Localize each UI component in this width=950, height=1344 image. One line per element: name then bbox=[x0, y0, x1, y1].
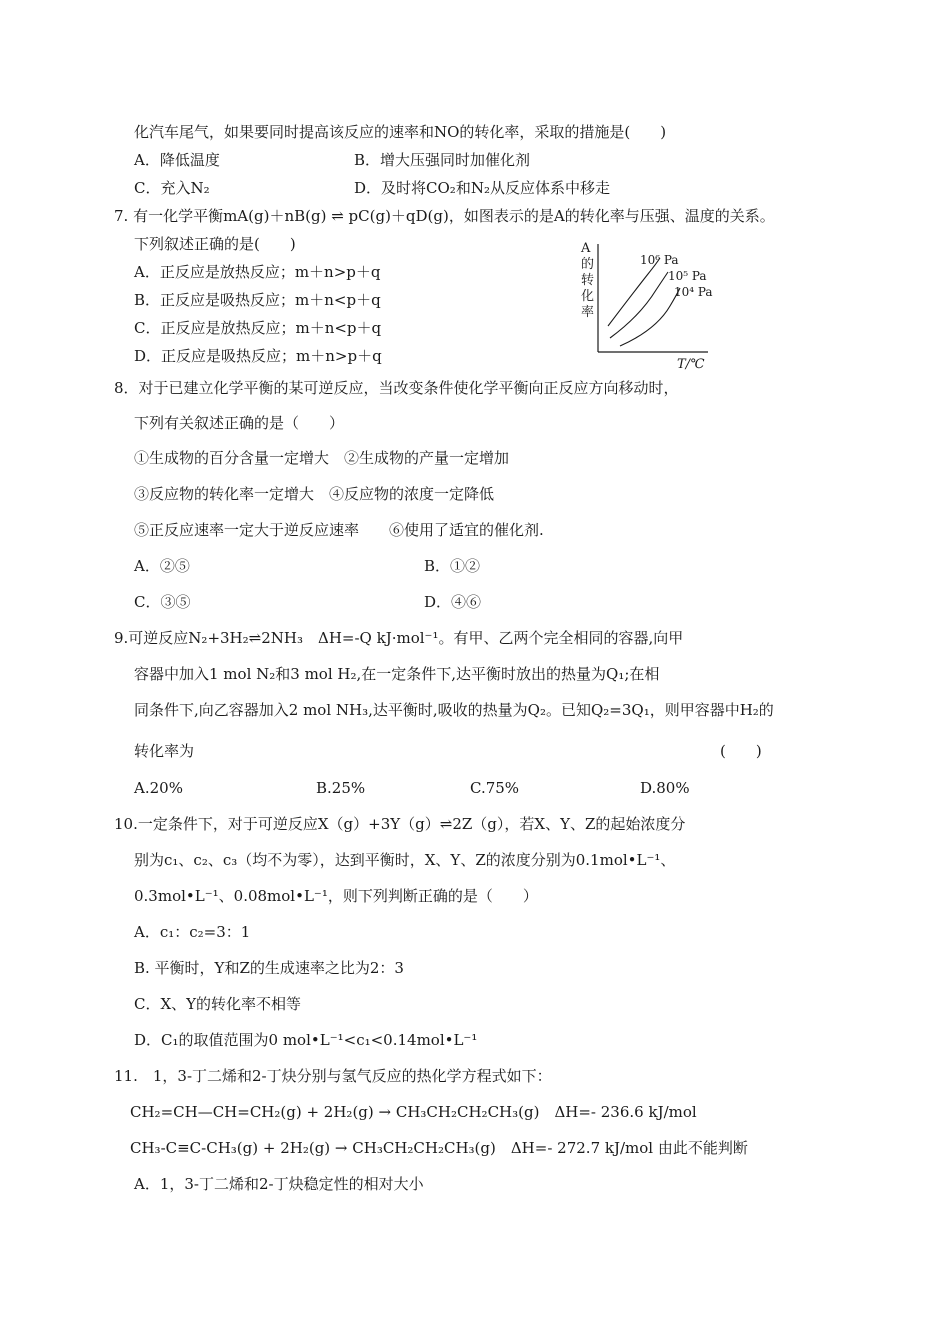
graph-y-label-char: 率 bbox=[581, 305, 595, 320]
q11-equation-2: CH₃-C≡C-CH₃(g) + 2H₂(g) → CH₃CH₂CH₂CH₃(g) ΔH=- 272.7 kJ/mol 由此不能判断 bbox=[130, 1139, 748, 1157]
q10-line-2: 别为c₁、c₂、c₃（均不为零），达到平衡时，X、Y、Z的浓度分别为0.1mol•L⁻¹、 bbox=[134, 851, 676, 869]
q9-option-a: A.20% bbox=[134, 779, 183, 797]
q10-line-1: 10.一定条件下，对于可逆反应X（g）+3Y（g）⇌2Z（g），若X、Y、Z的起始浓度分 bbox=[114, 815, 686, 833]
q8-option-d: D．④⑥ bbox=[424, 593, 482, 611]
q6-option-b: B．增大压强同时加催化剂 bbox=[354, 151, 531, 169]
q8-statement-1: ①生成物的百分含量一定增大 ②生成物的产量一定增加 bbox=[134, 449, 510, 467]
q7-option-c: C．正反应是放热反应；m＋n<p＋q bbox=[134, 319, 382, 337]
q6-option-d: D．及时将CO₂和N₂从反应体系中移走 bbox=[354, 179, 610, 197]
q11-equation-1: CH₂=CH—CH=CH₂(g) + 2H₂(g) → CH₃CH₂CH₂CH₃(g) ΔH=- 236.6 kJ/mol bbox=[130, 1103, 697, 1121]
q10-option-c: C．X、Y的转化率不相等 bbox=[134, 995, 302, 1013]
q10-option-d: D．C₁的取值范围为0 mol•L⁻¹<c₁<0.14mol•L⁻¹ bbox=[134, 1031, 478, 1049]
curve-1e4 bbox=[620, 288, 680, 346]
graph-y-label-char: A bbox=[581, 241, 591, 256]
series-label-1e4: 10⁴ Pa bbox=[674, 285, 713, 299]
q8-statement-2: ③反应物的转化率一定增大 ④反应物的浓度一定降低 bbox=[134, 485, 495, 503]
graph-y-label-char: 化 bbox=[581, 289, 595, 304]
graph-y-label bbox=[580, 241, 594, 320]
q9-line-3: 同条件下,向乙容器加入2 mol NH₃,达平衡时,吸收的热量为Q₂。已知Q₂=3Q₁，则甲容器中H₂的 bbox=[134, 701, 774, 719]
q8-option-b: B．①② bbox=[424, 557, 481, 575]
q6-stem: 化汽车尾气，如果要同时提高该反应的速率和NO的转化率，采取的措施是( ) bbox=[134, 123, 667, 141]
q9-option-b: B.25% bbox=[316, 779, 366, 797]
q9-line-4: 转化率为 bbox=[134, 742, 195, 760]
q7-stem2: 下列叙述正确的是( ) bbox=[134, 235, 296, 253]
q6-option-c: C．充入N₂ bbox=[134, 179, 210, 197]
series-label-1e6: 10⁶ Pa bbox=[640, 253, 679, 267]
graph-y-label-char: 转 bbox=[581, 273, 595, 288]
curve-1e6 bbox=[608, 258, 660, 326]
q11-option-a: A．1，3-丁二烯和2-丁炔稳定性的相对大小 bbox=[134, 1175, 424, 1193]
q7-option-d: D．正反应是吸热反应；m＋n>p＋q bbox=[134, 347, 382, 365]
graph-y-label-char: 的 bbox=[581, 257, 595, 272]
q11-line-1: 11. 1，3-丁二烯和2-丁炔分别与氢气反应的热化学方程式如下： bbox=[114, 1067, 552, 1085]
graph-x-label: T/℃ bbox=[677, 357, 705, 372]
q9-line-1: 9.可逆反应N₂+3H₂⇌2NH₃ ΔH=-Q kJ·mol⁻¹。有甲、乙两个完全相同的容器,向甲 bbox=[114, 629, 684, 647]
q6-option-a: A．降低温度 bbox=[134, 151, 220, 169]
q9-line-2: 容器中加入1 mol N₂和3 mol H₂,在一定条件下,达平衡时放出的热量为Q₁;在相 bbox=[134, 665, 660, 683]
q8-statement-3: ⑤正反应速率一定大于逆反应速率 ⑥使用了适宜的催化剂. bbox=[134, 521, 544, 539]
q10-option-a: A．c₁：c₂=3：1 bbox=[134, 923, 251, 941]
q10-option-b: B. 平衡时，Y和Z的生成速率之比为2：3 bbox=[134, 959, 404, 977]
q7-conversion-graph bbox=[578, 238, 728, 374]
q8-stem2: 下列有关叙述正确的是（ ） bbox=[134, 414, 345, 432]
q8-option-a: A．②⑤ bbox=[134, 557, 190, 575]
q8-stem: 8．对于已建立化学平衡的某可逆反应，当改变条件使化学平衡向正反应方向移动时， bbox=[114, 379, 679, 397]
q8-option-c: C．③⑤ bbox=[134, 593, 191, 611]
q9-answer-bracket: ( ) bbox=[720, 742, 762, 760]
q9-option-d: D.80% bbox=[640, 779, 690, 797]
curve-1e5 bbox=[610, 272, 668, 338]
series-label-1e5: 10⁵ Pa bbox=[668, 269, 707, 283]
q9-option-c: C.75% bbox=[470, 779, 520, 797]
q7-option-b: B．正反应是吸热反应；m＋n<p＋q bbox=[134, 291, 381, 309]
q7-option-a: A．正反应是放热反应；m＋n>p＋q bbox=[134, 263, 381, 281]
q7-stem: 7. 有一化学平衡mA(g)＋nB(g) ⇌ pC(g)＋qD(g)，如图表示的是A的转化率与压强、温度的关系。 bbox=[114, 207, 775, 225]
q10-line-3: 0.3mol•L⁻¹、0.08mol•L⁻¹，则下列判断正确的是（ ） bbox=[134, 887, 538, 905]
